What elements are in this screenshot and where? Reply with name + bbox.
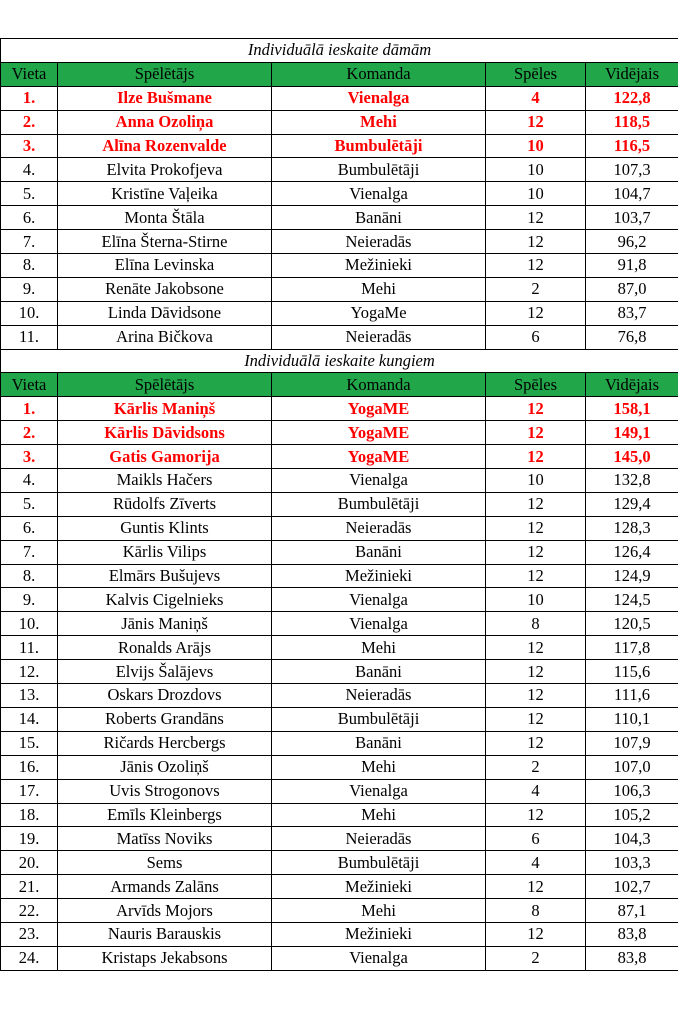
games-cell: 12 bbox=[486, 875, 586, 899]
average-cell: 102,7 bbox=[586, 875, 678, 899]
header-row bbox=[1, 373, 678, 397]
team-cell: Mehi bbox=[272, 899, 486, 923]
table-row bbox=[1, 707, 678, 731]
place-cell: 5. bbox=[1, 182, 58, 206]
games-cell: 12 bbox=[486, 922, 586, 946]
games-cell: 4 bbox=[486, 851, 586, 875]
average-cell: 117,8 bbox=[586, 636, 678, 660]
place-cell: 10. bbox=[1, 301, 58, 325]
team-cell: Mežinieki bbox=[272, 875, 486, 899]
player-cell: Ilze Bušmane bbox=[58, 86, 272, 110]
games-cell: 12 bbox=[486, 254, 586, 278]
games-cell: 4 bbox=[486, 779, 586, 803]
place-cell: 12. bbox=[1, 660, 58, 684]
place-cell: 8. bbox=[1, 564, 58, 588]
average-cell: 83,7 bbox=[586, 301, 678, 325]
place-cell: 9. bbox=[1, 588, 58, 612]
place-cell: 15. bbox=[1, 731, 58, 755]
team-cell: Vienalga bbox=[272, 469, 486, 493]
table-row bbox=[1, 899, 678, 923]
team-cell: Vienalga bbox=[272, 182, 486, 206]
games-cell: 12 bbox=[486, 110, 586, 134]
team-cell: Mehi bbox=[272, 110, 486, 134]
average-cell: 83,8 bbox=[586, 946, 678, 970]
team-cell: YogaMe bbox=[272, 301, 486, 325]
column-header: Spēles bbox=[486, 373, 586, 397]
table-row bbox=[1, 301, 678, 325]
player-cell: Rūdolfs Zīverts bbox=[58, 492, 272, 516]
games-cell: 4 bbox=[486, 86, 586, 110]
place-cell: 6. bbox=[1, 206, 58, 230]
team-cell: Neieradās bbox=[272, 827, 486, 851]
team-cell: Banāni bbox=[272, 660, 486, 684]
header-row bbox=[1, 62, 678, 86]
player-cell: Arvīds Mojors bbox=[58, 899, 272, 923]
table-row bbox=[1, 230, 678, 254]
games-cell: 12 bbox=[486, 707, 586, 731]
team-cell: Bumbulētāji bbox=[272, 707, 486, 731]
average-cell: 129,4 bbox=[586, 492, 678, 516]
table-row bbox=[1, 540, 678, 564]
games-cell: 12 bbox=[486, 397, 586, 421]
team-cell: Mehi bbox=[272, 636, 486, 660]
average-cell: 107,9 bbox=[586, 731, 678, 755]
average-cell: 158,1 bbox=[586, 397, 678, 421]
place-cell: 20. bbox=[1, 851, 58, 875]
table-row bbox=[1, 588, 678, 612]
games-cell: 10 bbox=[486, 588, 586, 612]
games-cell: 2 bbox=[486, 755, 586, 779]
games-cell: 12 bbox=[486, 301, 586, 325]
average-cell: 110,1 bbox=[586, 707, 678, 731]
games-cell: 12 bbox=[486, 636, 586, 660]
table-row bbox=[1, 469, 678, 493]
games-cell: 12 bbox=[486, 230, 586, 254]
player-cell: Kristaps Jekabsons bbox=[58, 946, 272, 970]
team-cell: Banāni bbox=[272, 540, 486, 564]
team-cell: Vienalga bbox=[272, 588, 486, 612]
average-cell: 87,0 bbox=[586, 277, 678, 301]
team-cell: Neieradās bbox=[272, 516, 486, 540]
team-cell: Vienalga bbox=[272, 612, 486, 636]
table-row bbox=[1, 325, 678, 349]
average-cell: 104,7 bbox=[586, 182, 678, 206]
average-cell: 103,7 bbox=[586, 206, 678, 230]
average-cell: 96,2 bbox=[586, 230, 678, 254]
place-cell: 5. bbox=[1, 492, 58, 516]
table-row bbox=[1, 158, 678, 182]
team-cell: YogaME bbox=[272, 397, 486, 421]
place-cell: 7. bbox=[1, 540, 58, 564]
average-cell: 103,3 bbox=[586, 851, 678, 875]
player-cell: Nauris Barauskis bbox=[58, 922, 272, 946]
average-cell: 115,6 bbox=[586, 660, 678, 684]
place-cell: 24. bbox=[1, 946, 58, 970]
place-cell: 10. bbox=[1, 612, 58, 636]
player-cell: Roberts Grandāns bbox=[58, 707, 272, 731]
games-cell: 12 bbox=[486, 540, 586, 564]
place-cell: 11. bbox=[1, 325, 58, 349]
player-cell: Emīls Kleinbergs bbox=[58, 803, 272, 827]
games-cell: 10 bbox=[486, 469, 586, 493]
player-cell: Elvita Prokofjeva bbox=[58, 158, 272, 182]
table-row bbox=[1, 660, 678, 684]
column-header: Vieta bbox=[1, 373, 58, 397]
player-cell: Jānis Ozoliņš bbox=[58, 755, 272, 779]
place-cell: 2. bbox=[1, 421, 58, 445]
place-cell: 19. bbox=[1, 827, 58, 851]
games-cell: 12 bbox=[486, 421, 586, 445]
games-cell: 10 bbox=[486, 134, 586, 158]
table-row bbox=[1, 254, 678, 278]
table-row bbox=[1, 731, 678, 755]
player-cell: Kārlis Vilips bbox=[58, 540, 272, 564]
team-cell: Bumbulētāji bbox=[272, 851, 486, 875]
column-header: Spēlētājs bbox=[58, 62, 272, 86]
column-header: Komanda bbox=[272, 373, 486, 397]
team-cell: Neieradās bbox=[272, 325, 486, 349]
average-cell: 76,8 bbox=[586, 325, 678, 349]
games-cell: 12 bbox=[486, 684, 586, 708]
player-cell: Oskars Drozdovs bbox=[58, 684, 272, 708]
team-cell: Bumbulētāji bbox=[272, 158, 486, 182]
table-row bbox=[1, 206, 678, 230]
average-cell: 118,5 bbox=[586, 110, 678, 134]
team-cell: Vienalga bbox=[272, 86, 486, 110]
player-cell: Gatis Gamorija bbox=[58, 445, 272, 469]
average-cell: 132,8 bbox=[586, 469, 678, 493]
results-table-body bbox=[1, 39, 678, 971]
average-cell: 87,1 bbox=[586, 899, 678, 923]
player-cell: Jānis Maniņš bbox=[58, 612, 272, 636]
average-cell: 91,8 bbox=[586, 254, 678, 278]
team-cell: YogaME bbox=[272, 445, 486, 469]
team-cell: YogaME bbox=[272, 421, 486, 445]
table-row bbox=[1, 875, 678, 899]
team-cell: Mehi bbox=[272, 803, 486, 827]
column-header: Spēlētājs bbox=[58, 373, 272, 397]
average-cell: 111,6 bbox=[586, 684, 678, 708]
table-row bbox=[1, 612, 678, 636]
games-cell: 6 bbox=[486, 325, 586, 349]
average-cell: 104,3 bbox=[586, 827, 678, 851]
place-cell: 14. bbox=[1, 707, 58, 731]
section-title-row bbox=[1, 39, 678, 63]
team-cell: Neieradās bbox=[272, 684, 486, 708]
player-cell: Sems bbox=[58, 851, 272, 875]
average-cell: 145,0 bbox=[586, 445, 678, 469]
average-cell: 124,9 bbox=[586, 564, 678, 588]
player-cell: Armands Zalāns bbox=[58, 875, 272, 899]
games-cell: 8 bbox=[486, 612, 586, 636]
place-cell: 23. bbox=[1, 922, 58, 946]
team-cell: Bumbulētāji bbox=[272, 134, 486, 158]
table-row bbox=[1, 134, 678, 158]
table-row bbox=[1, 492, 678, 516]
place-cell: 8. bbox=[1, 254, 58, 278]
place-cell: 18. bbox=[1, 803, 58, 827]
place-cell: 16. bbox=[1, 755, 58, 779]
place-cell: 17. bbox=[1, 779, 58, 803]
team-cell: Mehi bbox=[272, 277, 486, 301]
place-cell: 4. bbox=[1, 158, 58, 182]
team-cell: Mežinieki bbox=[272, 254, 486, 278]
place-cell: 3. bbox=[1, 445, 58, 469]
average-cell: 124,5 bbox=[586, 588, 678, 612]
section-title: Individuālā ieskaite kungiem bbox=[1, 349, 678, 373]
player-cell: Elmārs Bušujevs bbox=[58, 564, 272, 588]
player-cell: Guntis Klints bbox=[58, 516, 272, 540]
average-cell: 105,2 bbox=[586, 803, 678, 827]
column-header: Vidējais bbox=[586, 373, 678, 397]
table-row bbox=[1, 803, 678, 827]
table-row bbox=[1, 86, 678, 110]
average-cell: 107,3 bbox=[586, 158, 678, 182]
table-row bbox=[1, 779, 678, 803]
average-cell: 128,3 bbox=[586, 516, 678, 540]
table-row bbox=[1, 946, 678, 970]
table-row bbox=[1, 516, 678, 540]
table-row bbox=[1, 421, 678, 445]
results-table bbox=[0, 38, 678, 971]
table-row bbox=[1, 564, 678, 588]
average-cell: 106,3 bbox=[586, 779, 678, 803]
player-cell: Matīss Noviks bbox=[58, 827, 272, 851]
games-cell: 2 bbox=[486, 946, 586, 970]
place-cell: 13. bbox=[1, 684, 58, 708]
team-cell: Mežinieki bbox=[272, 922, 486, 946]
player-cell: Elīna Šterna-Stirne bbox=[58, 230, 272, 254]
column-header: Vidējais bbox=[586, 62, 678, 86]
games-cell: 12 bbox=[486, 660, 586, 684]
player-cell: Maikls Hačers bbox=[58, 469, 272, 493]
player-cell: Uvis Strogonovs bbox=[58, 779, 272, 803]
table-row bbox=[1, 277, 678, 301]
team-cell: Vienalga bbox=[272, 779, 486, 803]
games-cell: 12 bbox=[486, 731, 586, 755]
games-cell: 12 bbox=[486, 803, 586, 827]
table-row bbox=[1, 922, 678, 946]
table-row bbox=[1, 182, 678, 206]
table-row bbox=[1, 397, 678, 421]
average-cell: 83,8 bbox=[586, 922, 678, 946]
table-row bbox=[1, 851, 678, 875]
place-cell: 22. bbox=[1, 899, 58, 923]
column-header: Vieta bbox=[1, 62, 58, 86]
table-row bbox=[1, 110, 678, 134]
table-row bbox=[1, 636, 678, 660]
player-cell: Monta Štāla bbox=[58, 206, 272, 230]
games-cell: 10 bbox=[486, 182, 586, 206]
games-cell: 12 bbox=[486, 492, 586, 516]
player-cell: Ričards Hercbergs bbox=[58, 731, 272, 755]
games-cell: 8 bbox=[486, 899, 586, 923]
place-cell: 2. bbox=[1, 110, 58, 134]
games-cell: 10 bbox=[486, 158, 586, 182]
table-row bbox=[1, 445, 678, 469]
table-row bbox=[1, 755, 678, 779]
player-cell: Renāte Jakobsone bbox=[58, 277, 272, 301]
team-cell: Vienalga bbox=[272, 946, 486, 970]
games-cell: 2 bbox=[486, 277, 586, 301]
player-cell: Kristīne Vaļeika bbox=[58, 182, 272, 206]
place-cell: 7. bbox=[1, 230, 58, 254]
column-header: Spēles bbox=[486, 62, 586, 86]
player-cell: Ronalds Arājs bbox=[58, 636, 272, 660]
team-cell: Banāni bbox=[272, 731, 486, 755]
player-cell: Elvijs Šalājevs bbox=[58, 660, 272, 684]
player-cell: Alīna Rozenvalde bbox=[58, 134, 272, 158]
player-cell: Anna Ozoliņa bbox=[58, 110, 272, 134]
games-cell: 12 bbox=[486, 206, 586, 230]
games-cell: 12 bbox=[486, 516, 586, 540]
games-cell: 6 bbox=[486, 827, 586, 851]
average-cell: 122,8 bbox=[586, 86, 678, 110]
place-cell: 11. bbox=[1, 636, 58, 660]
section-title-row bbox=[1, 349, 678, 373]
games-cell: 12 bbox=[486, 445, 586, 469]
place-cell: 1. bbox=[1, 86, 58, 110]
place-cell: 4. bbox=[1, 469, 58, 493]
column-header: Komanda bbox=[272, 62, 486, 86]
place-cell: 21. bbox=[1, 875, 58, 899]
place-cell: 9. bbox=[1, 277, 58, 301]
average-cell: 116,5 bbox=[586, 134, 678, 158]
average-cell: 126,4 bbox=[586, 540, 678, 564]
place-cell: 1. bbox=[1, 397, 58, 421]
player-cell: Kārlis Dāvidsons bbox=[58, 421, 272, 445]
games-cell: 12 bbox=[486, 564, 586, 588]
table-row bbox=[1, 684, 678, 708]
average-cell: 149,1 bbox=[586, 421, 678, 445]
table-row bbox=[1, 827, 678, 851]
average-cell: 107,0 bbox=[586, 755, 678, 779]
team-cell: Mežinieki bbox=[272, 564, 486, 588]
team-cell: Bumbulētāji bbox=[272, 492, 486, 516]
player-cell: Kārlis Maniņš bbox=[58, 397, 272, 421]
player-cell: Linda Dāvidsone bbox=[58, 301, 272, 325]
place-cell: 6. bbox=[1, 516, 58, 540]
average-cell: 120,5 bbox=[586, 612, 678, 636]
team-cell: Mehi bbox=[272, 755, 486, 779]
player-cell: Elīna Levinska bbox=[58, 254, 272, 278]
team-cell: Neieradās bbox=[272, 230, 486, 254]
player-cell: Arina Bičkova bbox=[58, 325, 272, 349]
player-cell: Kalvis Cigelnieks bbox=[58, 588, 272, 612]
team-cell: Banāni bbox=[272, 206, 486, 230]
section-title: Individuālā ieskaite dāmām bbox=[1, 39, 678, 63]
place-cell: 3. bbox=[1, 134, 58, 158]
